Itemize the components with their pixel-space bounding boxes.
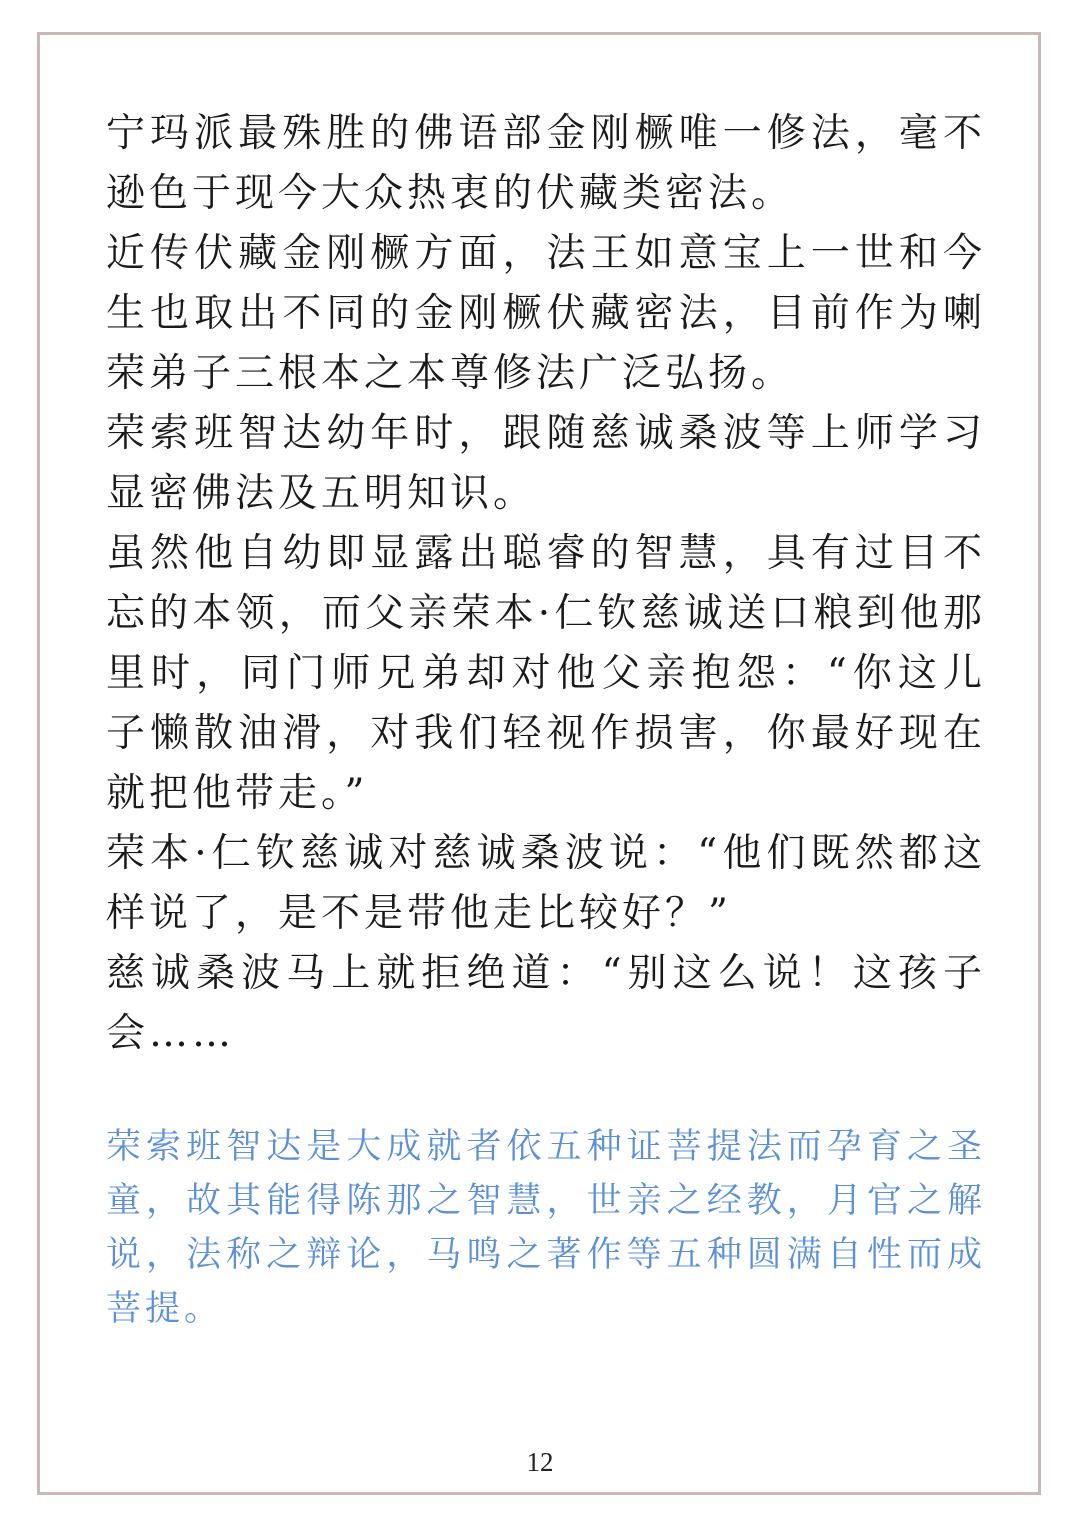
paragraph: 慈诚桑波马上就拒绝道：“别这么说！这孩子会……	[106, 951, 986, 1056]
paragraph: 宁玛派最殊胜的佛语部金刚橛唯一修法，毫不逊色于现今大众热衷的伏藏类密法。	[106, 111, 986, 216]
annotation-note	[106, 1120, 986, 1336]
paragraph: 近传伏藏金刚橛方面，法王如意宝上一世和今生也取出不同的金刚橛伏藏密法，目前作为喇荣弟子三根本之本尊修法广泛弘扬。	[106, 231, 986, 396]
page-number: 12	[526, 1447, 554, 1477]
paragraph: 荣本·仁钦慈诚对慈诚桑波说：“他们既然都这样说了，是不是带他走比较好？”	[106, 831, 986, 936]
note-text: 荣索班智达是大成就者依五种证菩提法而孕育之圣童，故其能得陈那之智慧，世亲之经教，月官之解说，法称之辩论，马鸣之著作等五种圆满自性而成菩提。	[106, 1127, 986, 1329]
paragraph: 虽然他自幼即显露出聪睿的智慧，具有过目不忘的本领，而父亲荣本·仁钦慈诚送口粮到他那里时，同门师兄弟却对他父亲抱怨：“你这儿子懒散油滑，对我们轻视作损害，你最好现在就把他带走。”	[106, 531, 986, 816]
paragraph: 荣索班智达幼年时，跟随慈诚桑波等上师学习显密佛法及五明知识。	[106, 411, 986, 516]
main-text	[106, 104, 986, 1064]
